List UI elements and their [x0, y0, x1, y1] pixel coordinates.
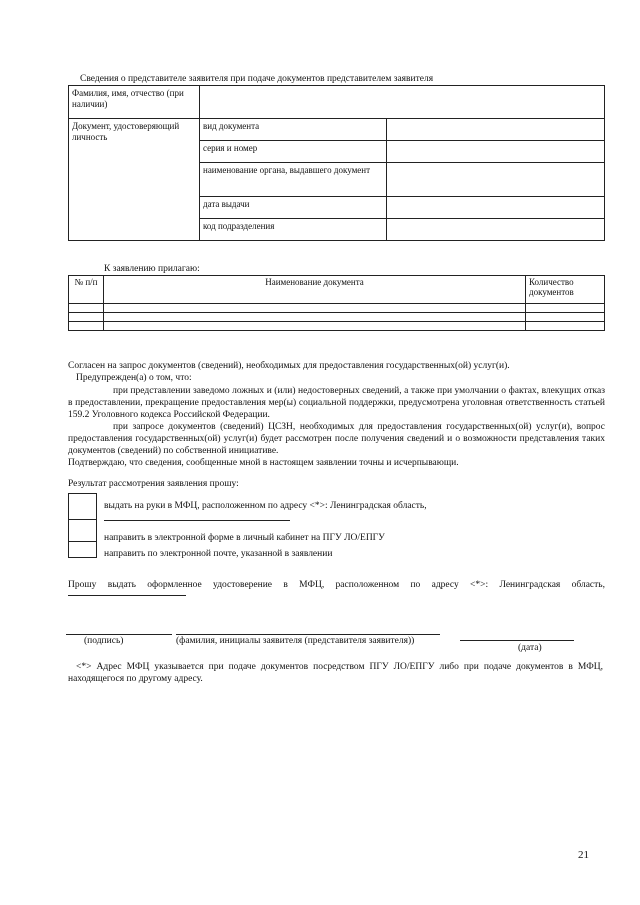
doc-label-cell: [69, 119, 200, 241]
result-checkbox-email[interactable]: [68, 541, 97, 558]
doc-field-type: вид документа: [200, 119, 387, 141]
col-qty-header: Количество документов: [526, 276, 605, 304]
col-name-header: Наименование документа: [104, 276, 526, 304]
date-caption: (дата): [518, 643, 542, 653]
doc-label: Документ, удостоверяющий личность: [72, 121, 180, 142]
result-checkbox-cabinet[interactable]: [68, 519, 97, 543]
result-checkbox-mfc[interactable]: [68, 493, 97, 521]
doc-field-number: серия и номер: [200, 141, 387, 163]
representative-heading: Сведения о представителе заявителя при подаче документов представителем заявителя: [80, 74, 434, 84]
fio-caption: (фамилия, инициалы заявителя (представителя заявителя)): [176, 636, 415, 646]
doc-value-issuer[interactable]: [387, 163, 605, 197]
result-heading: Результат рассмотрения заявления прошу:: [68, 479, 239, 489]
attachments-heading: К заявлению прилагаю:: [104, 264, 200, 274]
doc-value-number[interactable]: [387, 141, 605, 163]
result-option-email: направить по электронной почте, указанной в заявлении: [104, 549, 333, 559]
doc-field-date: дата выдачи: [200, 197, 387, 219]
attach-row-3-name[interactable]: [104, 322, 526, 331]
fio-label: Фамилия, имя, отчество (при наличии): [72, 88, 184, 109]
col-num-header: № п/п: [69, 276, 104, 304]
warning-request: при запросе документов (сведений) ЦСЗН, необходимых для предоставления государственных(ой) услуг(и), вопрос предоставления государственных(ой) услуг(и) будет рассмотрен после получения сведений и о возможности представления таких документов (сведений) по собственной инициативе.: [68, 422, 605, 456]
attach-row-3-num[interactable]: [69, 322, 104, 331]
request-text: Прошу выдать оформленное удостоверение в МФЦ, расположенном по адресу <*>: Ленинградская область,: [68, 580, 605, 590]
warning-intro: Предупрежден(а) о том, что:: [76, 373, 192, 383]
warning-liability: при представлении заведомо ложных и (или) недостоверных сведений, а также при умолчании о фактах, влекущих отказ в предоставлении, прекращение предоставления мер(ы) социальной поддержки, предусмотрена уголовная ответственность статьей 159.2 Уголовного кодекса Российской Федерации.: [68, 386, 605, 420]
page-number: 21: [578, 849, 589, 861]
date-line[interactable]: [460, 640, 574, 641]
doc-value-date[interactable]: [387, 197, 605, 219]
doc-field-issuer: наименование органа, выдавшего документ: [200, 163, 387, 197]
request-address-line[interactable]: [68, 595, 186, 596]
doc-value-code[interactable]: [387, 219, 605, 241]
confirmation: Подтверждаю, что сведения, сообщенные мной в настоящем заявлении точны и исчерпывающи.: [68, 458, 459, 468]
attach-row-2-name[interactable]: [104, 313, 526, 322]
fio-label-cell: [69, 86, 200, 119]
attach-row-1-num[interactable]: [69, 304, 104, 313]
doc-value-type[interactable]: [387, 119, 605, 141]
result-option-cabinet: направить в электронной форме в личный кабинет на ПГУ ЛО/ЕПГУ: [104, 533, 385, 543]
mfc-address-line[interactable]: [104, 520, 290, 521]
consent-paragraph: Согласен на запрос документов (сведений), необходимых для предоставления государственных(ой) услуг(и).: [68, 361, 510, 371]
doc-field-code: код подразделения: [200, 219, 387, 241]
footnote: <*> Адрес МФЦ указывается при подаче документов посредством ПГУ ЛО/ЕПГУ либо при подаче документов в МФЦ, находящегося по другому адресу.: [68, 662, 603, 684]
representative-table: [68, 85, 605, 241]
attach-row-1-qty[interactable]: [526, 304, 605, 313]
attach-row-1-name[interactable]: [104, 304, 526, 313]
attach-row-2-qty[interactable]: [526, 313, 605, 322]
signature-caption: (подпись): [84, 636, 124, 646]
fio-value-cell[interactable]: [200, 86, 605, 119]
attach-row-2-num[interactable]: [69, 313, 104, 322]
result-option-mfc: выдать на руки в МФЦ, расположенном по адресу <*>: Ленинградская область,: [104, 501, 427, 511]
attachments-table: [68, 275, 605, 331]
attach-row-3-qty[interactable]: [526, 322, 605, 331]
